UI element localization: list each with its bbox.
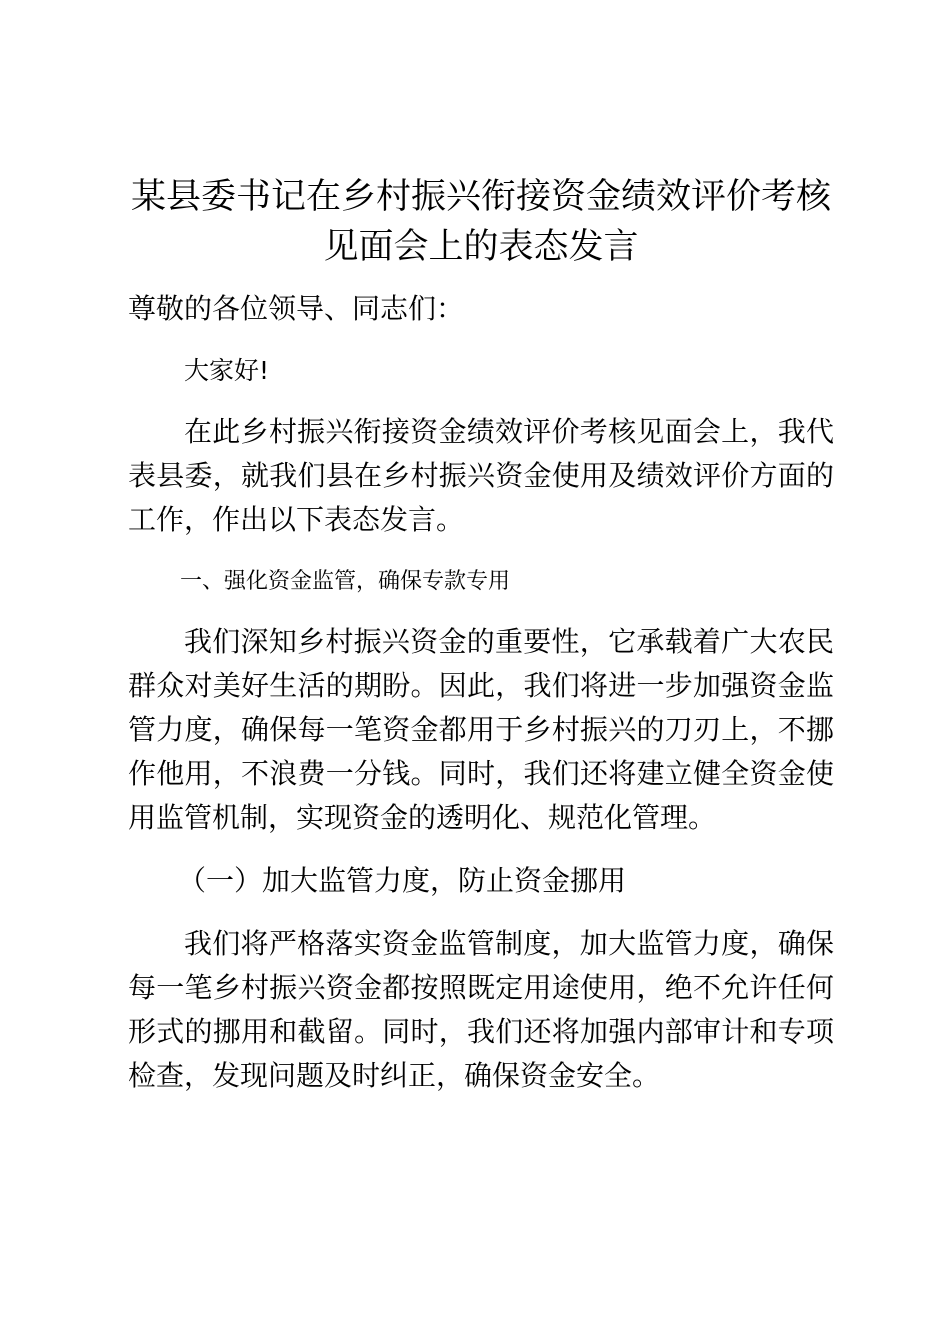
- section-1-paragraph: 我们深知乡村振兴资金的重要性，它承载着广大农民群众对美好生活的期盼。因此，我们将进一步加强资金监管力度，确保每一笔资金都用于乡村振兴的刀刃上，不挪作他用，不浪费一分钱。同时，我们还将建立健全资金使用监管机制，实现资金的透明化、规范化管理。: [128, 625, 834, 834]
- title-line-2: 见面会上的表态发言: [323, 227, 639, 267]
- title-line-1: 某县委书记在乡村振兴衔接资金绩效评价考核: [130, 177, 831, 217]
- section-1-heading: 一、强化资金监管，确保专款专用: [180, 569, 511, 594]
- subsection-1-heading: （一）加大监管力度，防止资金挪用: [178, 864, 627, 897]
- document-body: [128, 172, 834, 1098]
- subsection-1-paragraph: 我们将严格落实资金监管制度，加大监管力度，确保每一笔乡村振兴资金都按照既定用途使用，绝不允许任何形式的挪用和截留。同时，我们还将加强内部审计和专项检查，发现问题及时纠正，确保资金安全。: [128, 927, 834, 1092]
- greeting: 大家好!: [184, 356, 270, 385]
- intro-paragraph: 在此乡村振兴衔接资金绩效评价考核见面会上，我代表县委，就我们县在乡村振兴资金使用及绩效评价方面的工作，作出以下表态发言。: [128, 415, 834, 536]
- salutation: 尊敬的各位领导、同志们：: [128, 292, 465, 325]
- document-title: [128, 172, 834, 272]
